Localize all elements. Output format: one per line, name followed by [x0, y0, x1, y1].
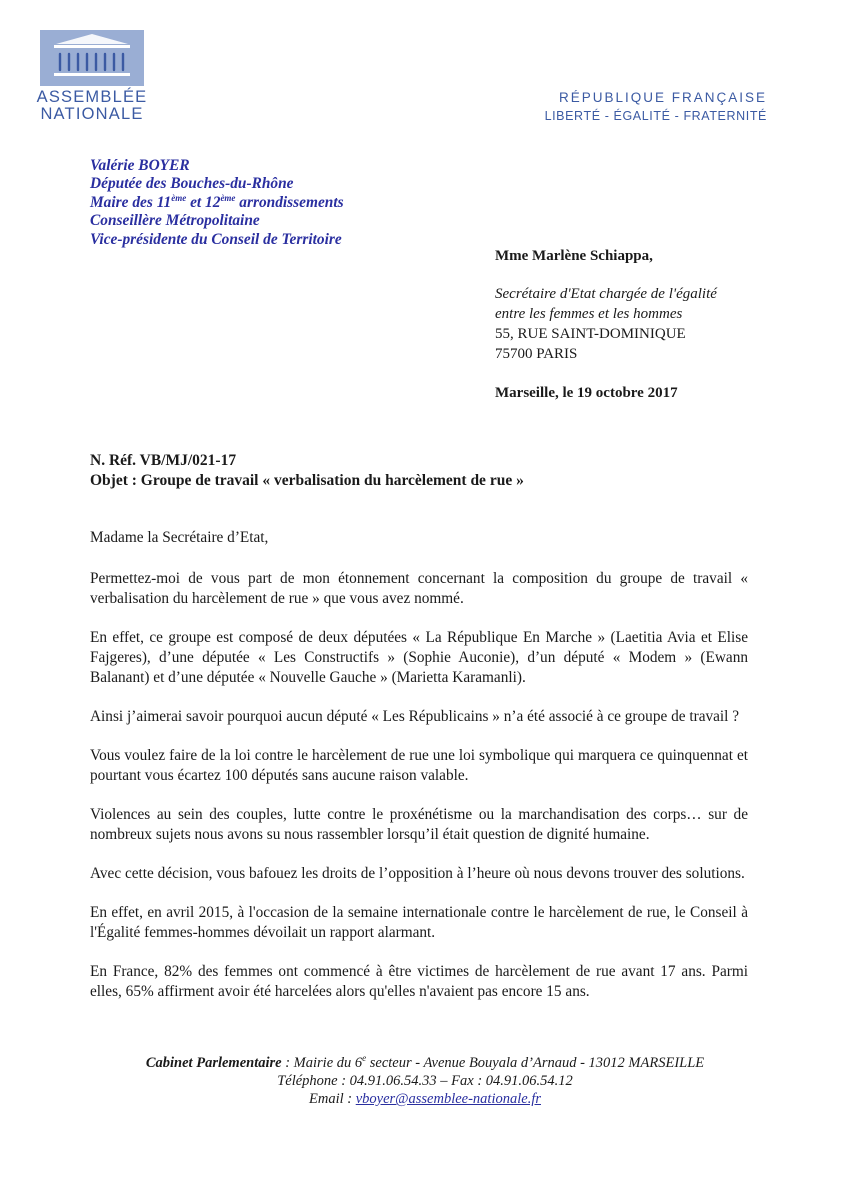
sender-role-territoire: Vice-présidente du Conseil de Territoire [90, 230, 342, 248]
letter-date: Marseille, le 19 octobre 2017 [495, 385, 678, 401]
body-paragraph: En France, 82% des femmes ont commencé à être victimes de harcèlement de rue avant 17 ans. Parmi elles, 65% affirment avoir été harcelées alors qu'elles n'avaient pas encore 15 ans. [90, 963, 748, 1000]
footer-cabinet: Cabinet Parlementaire : Mairie du 6e secteur - Avenue Bouyala d’Arnaud - 13012 MARSEILLE [145, 1053, 705, 1071]
body-paragraph: Violences au sein des couples, lutte contre le proxénétisme ou la marchandisation des corps… sur de nombreux sujets nous avons su nous rassembler lorsqu’il était question de dignité humaine. [90, 806, 748, 843]
recipient-address-2: 75700 PARIS [495, 346, 578, 362]
republique-francaise-header [545, 89, 767, 125]
letter-object: Objet : Groupe de travail « verbalisation du harcèlement de rue » [90, 472, 524, 489]
assemblee-logo-text [36, 89, 148, 123]
republique-label: RÉPUBLIQUE FRANÇAISE [558, 90, 767, 105]
recipient-address-1: 55, RUE SAINT-DOMINIQUE [495, 326, 686, 342]
sender-role-metropole: Conseillère Métropolitaine [90, 212, 260, 230]
motto-label: LIBERTÉ - ÉGALITÉ - FRATERNITÉ [544, 109, 767, 123]
letter-body [90, 528, 748, 1021]
body-paragraph: Vous voulez faire de la loi contre le harcèlement de rue une loi symbolique qui marquera ce quinquennat et pourtant vous écartez 100 députés sans aucune raison valable. [90, 747, 748, 784]
body-paragraph: En effet, ce groupe est composé de deux députées « La République En Marche » (Laetitia Avia et Elise Fajgeres), d’une députée « Les Constructifs » (Sophie Auconie), d’un député « Modem » (Ewann Balanant) et d’une députée « Nouvelle Gauche » (Marietta Karamanli). [90, 629, 748, 686]
recipient-name: Mme Marlène Schiappa, [495, 248, 653, 264]
sender-role-deputy: Députée des Bouches-du-Rhône [90, 175, 294, 193]
recipient-title-1: Secrétaire d'Etat chargée de l'égalité [495, 286, 717, 302]
sender-block [90, 157, 344, 249]
footer-email-line: Email : vboyer@assemblee-nationale.fr [309, 1091, 541, 1107]
body-paragraph: Permettez-moi de vous part de mon étonnement concernant la composition du groupe de travail « verbalisation du harcèlement de rue » que vous avez nommé. [90, 570, 748, 607]
body-paragraph: Ainsi j’aimerai savoir pourquoi aucun député « Les Républicains » n’a été associé à ce groupe de travail ? [90, 708, 740, 725]
logo-line-2: NATIONALE [40, 105, 144, 123]
footer-phone: Téléphone : 04.91.06.54.33 – Fax : 04.91.06.54.12 [277, 1073, 573, 1089]
email-link[interactable]: vboyer@assemblee-nationale.fr [355, 1091, 541, 1107]
reference-number: N. Réf. VB/MJ/021-17 [90, 452, 237, 469]
footer-contact [110, 1054, 740, 1108]
sender-name: Valérie BOYER [90, 157, 190, 174]
recipient-title-2: entre les femmes et les hommes [495, 306, 683, 322]
body-paragraph: Avec cette décision, vous bafouez les droits de l’opposition à l’heure où nous devons trouver des solutions. [90, 865, 745, 882]
recipient-block [495, 246, 717, 403]
sender-role-mayor: Maire des 11ème et 12ème arrondissements [90, 192, 344, 211]
reference-block [90, 451, 524, 491]
body-paragraph: En effet, en avril 2015, à l'occasion de la semaine internationale contre le harcèlement de rue, le Conseil à l'Égalité femmes-hommes dévoilait un rapport alarmant. [90, 904, 748, 941]
hemicycle-logo-icon [40, 30, 144, 86]
logo-line-1: ASSEMBLÉE [36, 88, 148, 106]
salutation: Madame la Secrétaire d’Etat, [90, 529, 269, 546]
